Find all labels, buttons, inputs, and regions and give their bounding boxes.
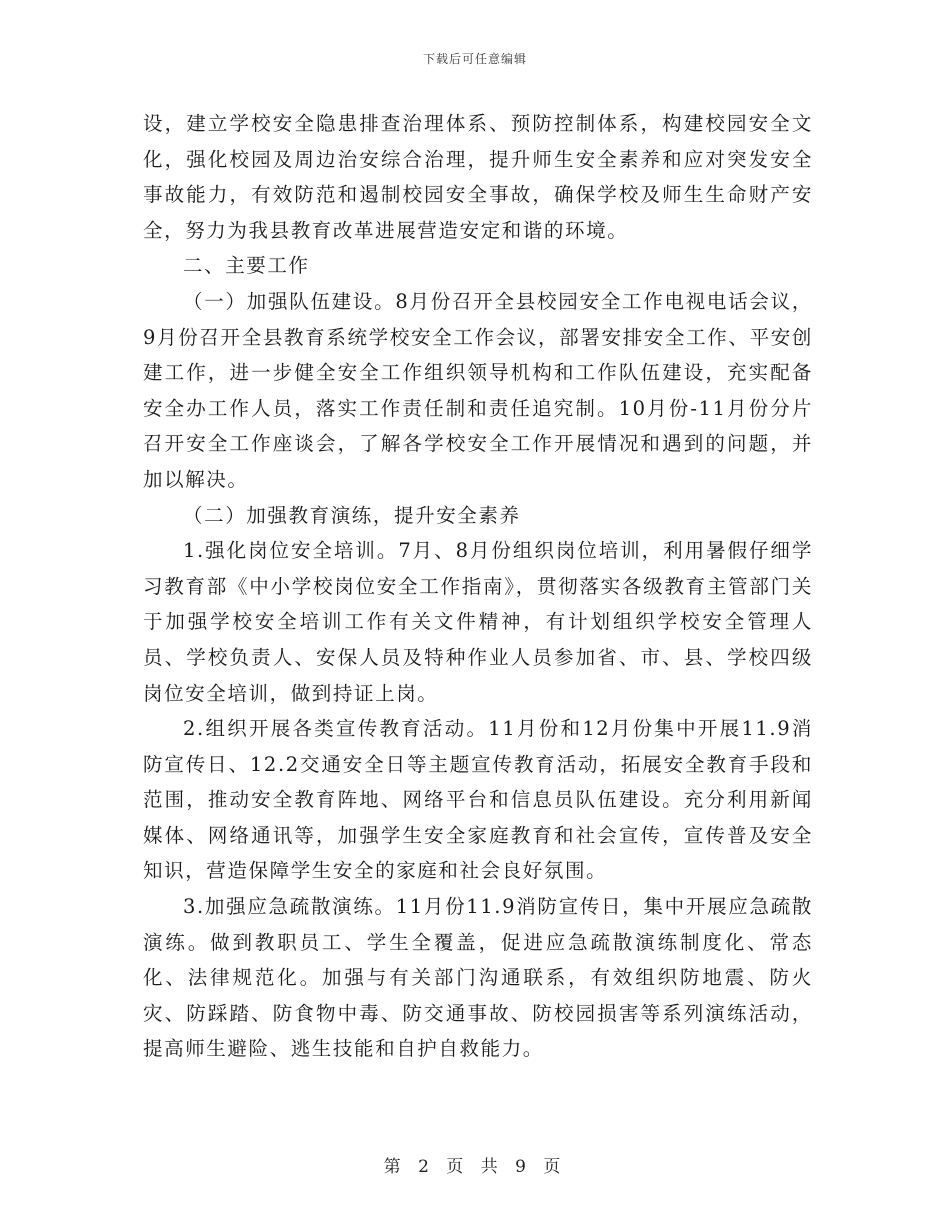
document-body	[143, 106, 813, 1067]
body-paragraph-publicity-activities: 2.组织开展各类宣传教育活动。11月份和12月份集中开展11.9消防宣传日、12.2交通安全日等主题宣传教育活动，拓展安全教育手段和范围，推动安全教育阵地、网络平台和信息员队伍建设。充分利用新闻媒体、网络通讯等，加强学生安全家庭教育和社会宣传，宣传普及安全知识，营造保障学生安全的家庭和社会良好氛围。	[143, 717, 813, 883]
body-paragraph-team-building: （一）加强队伍建设。8月份召开全县校园安全工作电视电话会议，9月份召开全县教育系统学校安全工作会议，部署安排安全工作、平安创建工作，进一步健全安全工作组织领导机构和工作队伍建设，充实配备安全办工作人员，落实工作责任制和责任追究制。10月份-11月份分片召开安全工作座谈会，了解各学校安全工作开展情况和遇到的问题，并加以解决。	[143, 289, 813, 491]
page-footer-page-number: 第 2 页 共 9 页	[383, 1157, 567, 1177]
body-paragraph-post-training: 1.强化岗位安全培训。7月、8月份组织岗位培训，利用暑假仔细学习教育部《中小学校岗位安全工作指南》，贯彻落实各级教育主管部门关于加强学校安全培训工作有关文件精神，有计划组织学校安全管理人员、学校负责人、安保人员及特种作业人员参加省、市、县、学校四级岗位安全培训，做到持证上岗。	[143, 539, 813, 705]
page-header-note: 下载后可任意编辑	[422, 52, 527, 66]
body-paragraph-evacuation-drills: 3.加强应急疏散演练。11月份11.9消防宣传日，集中开展应急疏散演练。做到教职员工、学生全覆盖，促进应急疏散演练制度化、常态化、法律规范化。加强与有关部门沟通联系，有效组织防地震、防火灾、防踩踏、防食物中毒、防交通事故、防校园损害等系列演练活动，提高师生避险、逃生技能和自护自救能力。	[143, 895, 813, 1061]
body-paragraph-continuation: 设，建立学校安全隐患排查治理体系、预防控制体系，构建校园安全文化，强化校园及周边治安综合治理，提升师生安全素养和应对突发安全事故能力，有效防范和遏制校园安全事故，确保学校及师生生命财产安全，努力为我县教育改革进展营造安定和谐的环境。	[143, 112, 813, 242]
section-heading-main-work: 二、主要工作	[183, 254, 310, 278]
subsection-heading-education-drills: （二）加强教育演练，提升安全素养	[183, 503, 521, 527]
